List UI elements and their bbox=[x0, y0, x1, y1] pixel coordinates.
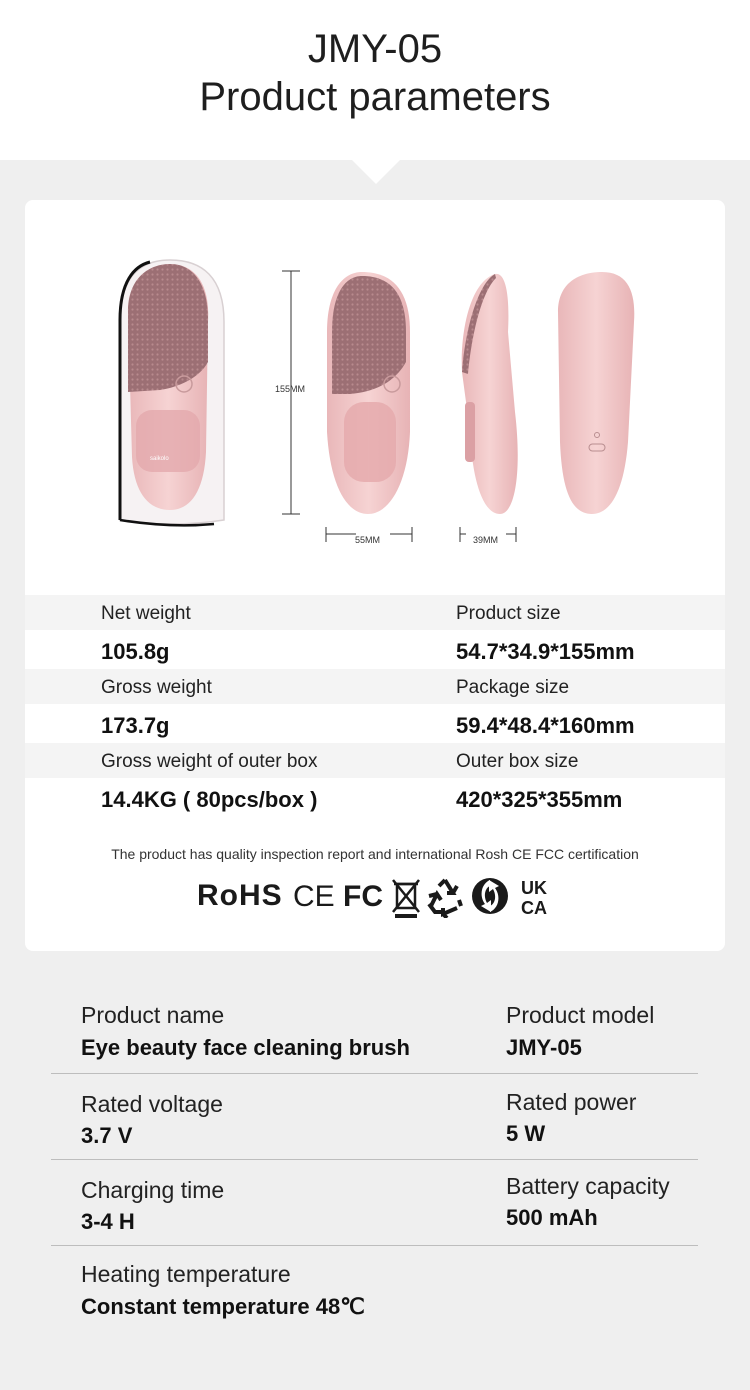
spec-label: Product size bbox=[456, 603, 561, 624]
green-dot-icon bbox=[472, 878, 508, 914]
param-label: Rated power bbox=[506, 1089, 637, 1115]
spec-row-values bbox=[25, 630, 725, 669]
rohs-logo: RoHS bbox=[197, 879, 283, 912]
ce-logo: CE bbox=[293, 880, 335, 913]
param-label: Rated voltage bbox=[81, 1091, 223, 1117]
page-title: Product parameters bbox=[199, 75, 551, 119]
depth-label: 39MM bbox=[473, 535, 499, 545]
weee-bin-icon bbox=[393, 880, 419, 918]
product-spec-card bbox=[25, 200, 725, 951]
svg-text:saikolo: saikolo bbox=[150, 456, 169, 462]
width-label: 55MM bbox=[355, 535, 381, 545]
product-illustration-svg bbox=[110, 252, 650, 552]
param-label: Heating temperature bbox=[81, 1261, 291, 1287]
divider bbox=[51, 1159, 698, 1160]
product-back-view bbox=[558, 272, 634, 514]
param-label: Product name bbox=[81, 1002, 225, 1028]
spec-row-labels bbox=[25, 595, 725, 630]
spec-label: Net weight bbox=[101, 603, 191, 624]
svg-text:UK: UK bbox=[521, 878, 547, 898]
page-header bbox=[0, 0, 750, 160]
product-model-title: JMY-05 bbox=[307, 27, 443, 71]
spec-row-values bbox=[25, 778, 725, 817]
product-images bbox=[110, 252, 650, 552]
spec-label: Gross weight of outer box bbox=[101, 751, 318, 772]
product-front-view bbox=[327, 272, 410, 514]
param-value: 5 W bbox=[506, 1121, 546, 1146]
param-label: Product model bbox=[506, 1002, 655, 1028]
spec-row-values bbox=[25, 704, 725, 743]
product-in-case bbox=[120, 260, 224, 525]
product-side-view bbox=[462, 274, 518, 514]
spec-label: Outer box size bbox=[456, 751, 579, 772]
header-pointer bbox=[350, 158, 402, 184]
certification-logos bbox=[195, 874, 575, 918]
height-label: 155MM bbox=[275, 384, 306, 394]
divider bbox=[51, 1073, 698, 1074]
spec-value: 105.8g bbox=[101, 639, 170, 664]
spec-label: Package size bbox=[456, 677, 570, 698]
param-value: Constant temperature 48℃ bbox=[81, 1294, 365, 1319]
spec-row-labels bbox=[25, 743, 725, 778]
fcc-logo: FC bbox=[343, 880, 383, 913]
divider bbox=[51, 1245, 698, 1246]
param-value: 500 mAh bbox=[506, 1205, 598, 1230]
spec-row-labels bbox=[25, 669, 725, 704]
svg-text:CA: CA bbox=[521, 898, 547, 918]
certification-logos-svg bbox=[195, 874, 575, 918]
certification-note: The product has quality inspection report and international Rosh CE FCC certification bbox=[111, 846, 639, 862]
recycle-icon bbox=[429, 880, 461, 918]
spec-value: 420*325*355mm bbox=[456, 787, 623, 812]
param-label: Battery capacity bbox=[506, 1173, 670, 1199]
param-label: Charging time bbox=[81, 1177, 225, 1203]
ukca-logo bbox=[521, 878, 547, 918]
spec-value: 59.4*48.4*160mm bbox=[456, 713, 635, 738]
param-value: 3.7 V bbox=[81, 1123, 133, 1148]
param-value: 3-4 H bbox=[81, 1209, 135, 1234]
param-value: Eye beauty face cleaning brush bbox=[81, 1035, 410, 1060]
spec-value: 54.7*34.9*155mm bbox=[456, 639, 635, 664]
spec-value: 173.7g bbox=[101, 713, 170, 738]
spec-value: 14.4KG ( 80pcs/box ) bbox=[101, 787, 318, 812]
spec-label: Gross weight bbox=[101, 677, 212, 698]
param-value: JMY-05 bbox=[506, 1035, 582, 1060]
